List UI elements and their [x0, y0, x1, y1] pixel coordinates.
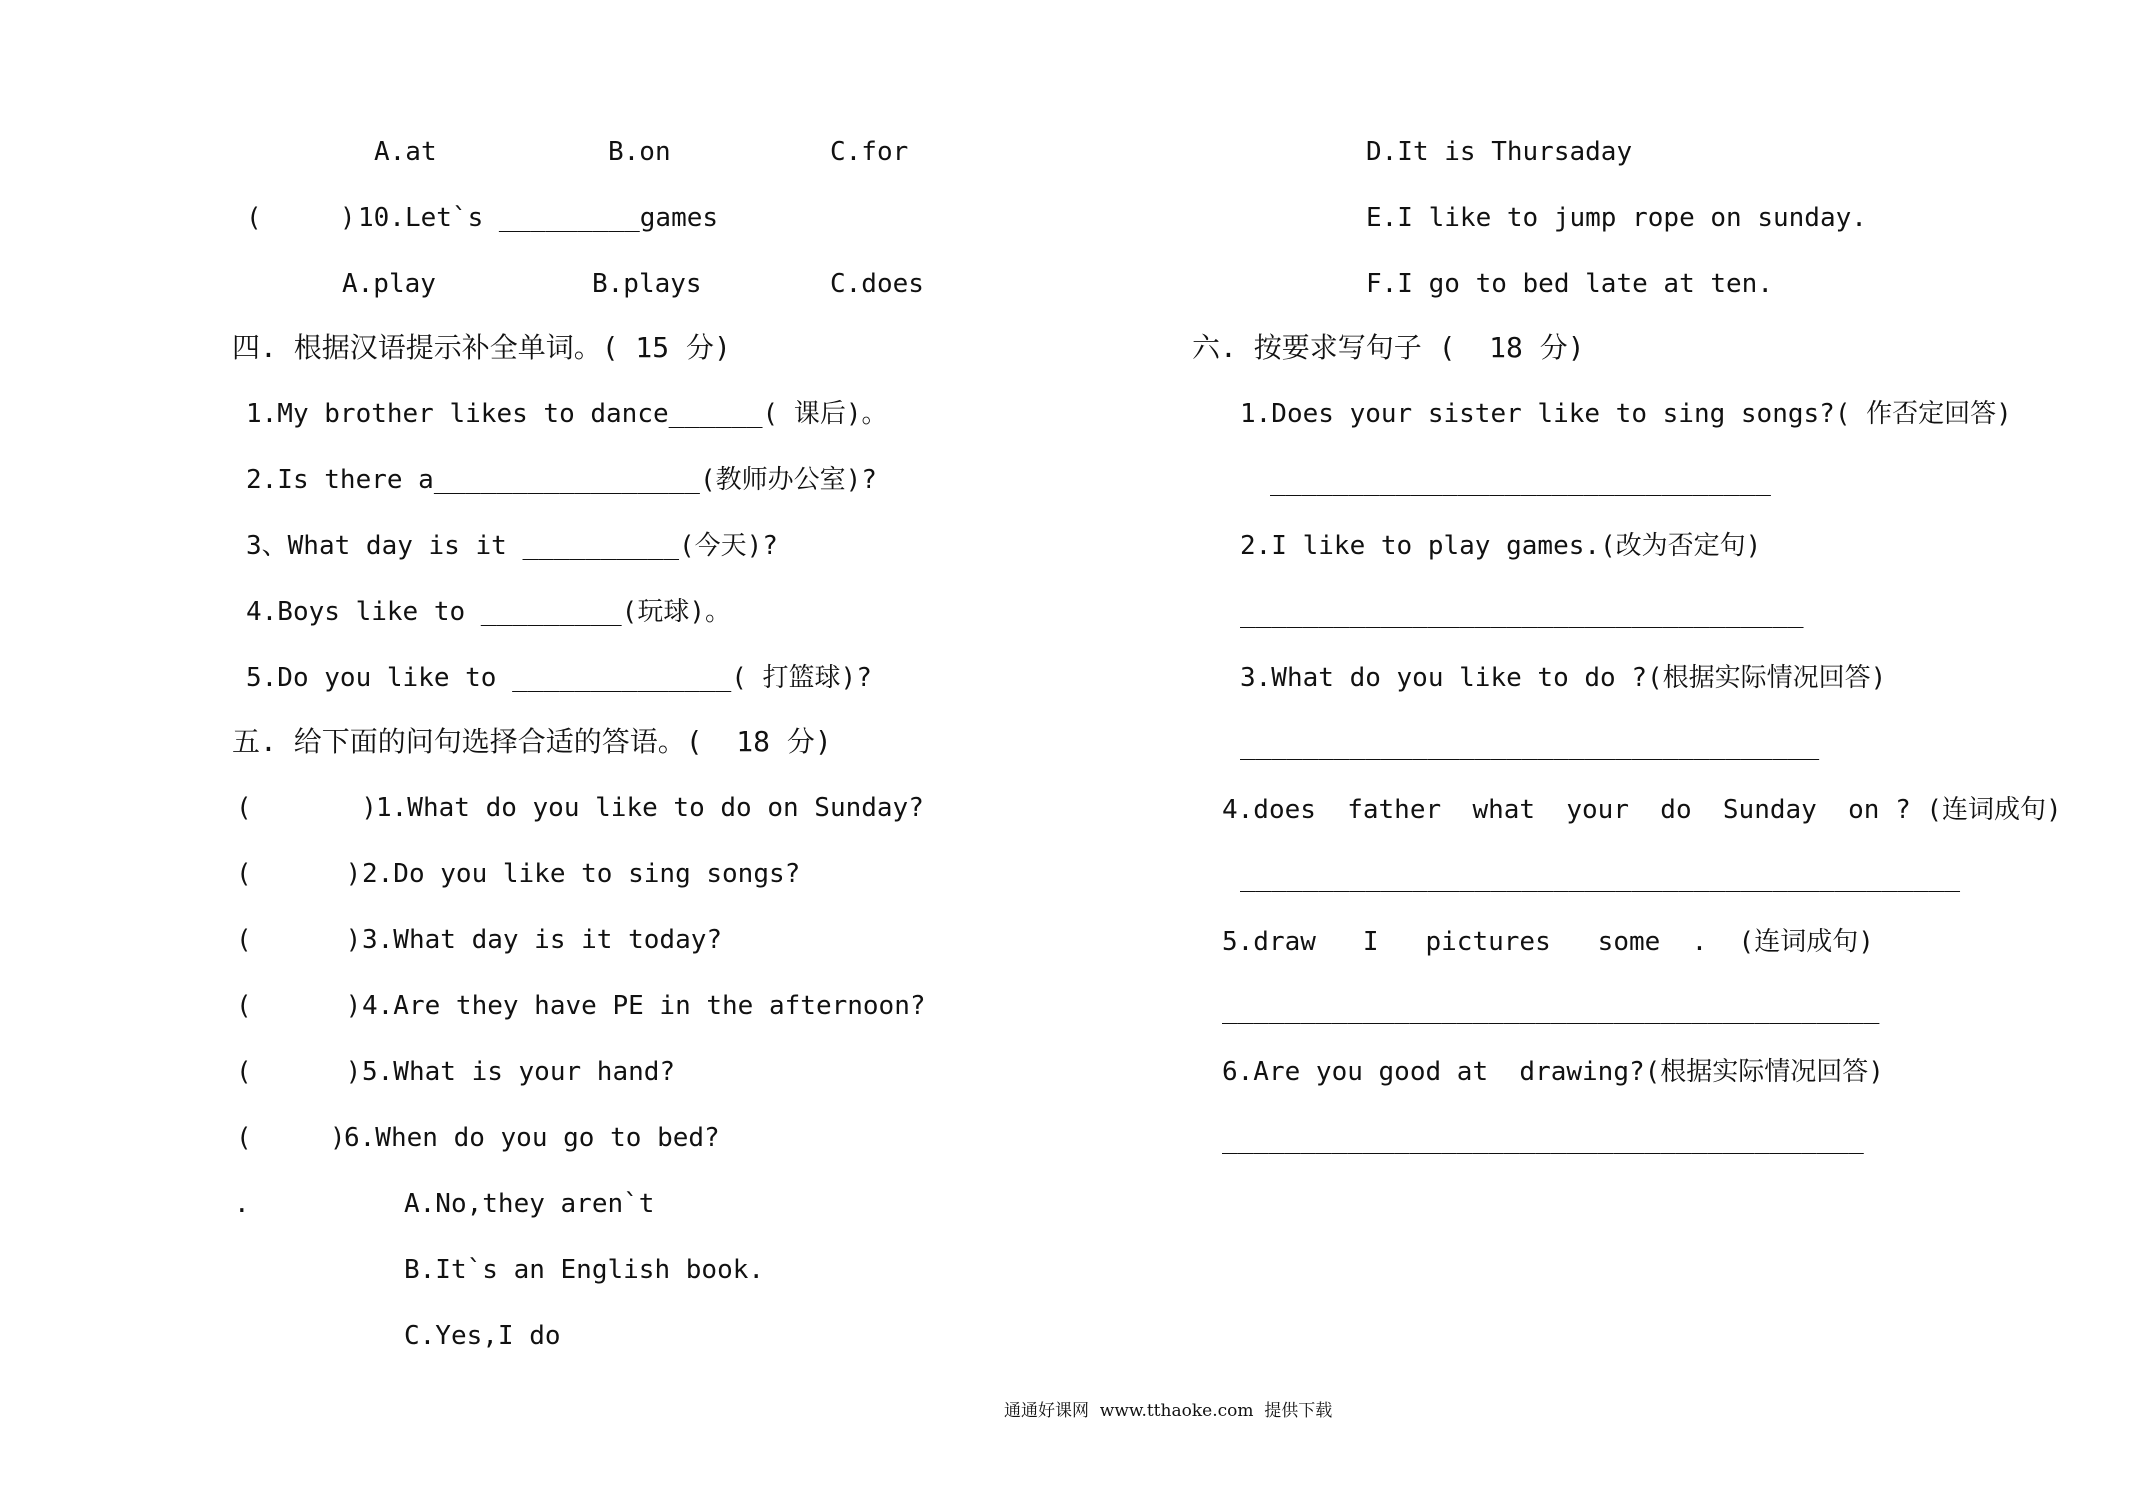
section4-item-1: 1.My brother likes to dance______( 课后)。: [246, 399, 888, 429]
section4-item-2: 2.Is there a_________________(教师办公室)?: [246, 465, 877, 495]
answer-e: E.I like to jump rope on sunday.: [1366, 203, 1867, 233]
section6-q3: 3.What do you like to do ?(根据实际情况回答): [1240, 663, 1887, 693]
section6-answer-line-4[interactable]: ______________________________________________: [1240, 863, 1961, 893]
section5-q3-paren[interactable]: ( ): [236, 925, 362, 955]
section6-answer-line-5[interactable]: __________________________________________: [1222, 995, 1880, 1025]
section6-answer-line-1[interactable]: ________________________________: [1270, 467, 1771, 497]
answer-f: F.I go to bed late at ten.: [1366, 269, 1773, 299]
q9-option-b: B.on: [608, 137, 671, 167]
section6-q2: 2.I like to play games.(改为否定句): [1240, 531, 1762, 561]
section5-title: 五. 给下面的问句选择合适的答语。( 18 分): [232, 725, 832, 758]
answer-d: D.It is Thursaday: [1366, 137, 1633, 167]
section4-title: 四. 根据汉语提示补全单词。( 15 分): [232, 331, 731, 364]
section6-q1: 1.Does your sister like to sing songs?( 作否定回答): [1240, 399, 2012, 429]
q10-option-a: A.play: [342, 269, 436, 299]
section4-item-5: 5.Do you like to ______________( 打篮球)?: [246, 663, 872, 693]
q10-option-b: B.plays: [592, 269, 702, 299]
q10-option-c: C.does: [830, 269, 924, 299]
section4-item-4: 4.Boys like to _________(玩球)。: [246, 597, 731, 627]
section6-title: 六. 按要求写句子 ( 18 分): [1192, 331, 1585, 364]
section6-answer-line-6[interactable]: _________________________________________: [1222, 1125, 1864, 1155]
answer-c: C.Yes,I do: [404, 1321, 561, 1351]
stray-dot: .: [234, 1189, 250, 1219]
section6-q5: 5.draw I pictures some . (连词成句): [1222, 927, 1874, 957]
answer-b: B.It`s an English book.: [404, 1255, 765, 1285]
section5-q5: 5.What is your hand?: [362, 1057, 676, 1087]
section5-q5-paren[interactable]: ( ): [236, 1057, 362, 1087]
section5-q1-paren[interactable]: ( ): [236, 793, 377, 823]
section5-q2-paren[interactable]: ( ): [236, 859, 362, 889]
q9-option-c: C.for: [830, 137, 909, 167]
q10-answer-paren[interactable]: ( ): [246, 203, 356, 233]
section6-q4: 4.does father what your do Sunday on ? (连词成句): [1222, 795, 2062, 825]
section5-q6-paren[interactable]: ( ): [236, 1123, 346, 1153]
section6-answer-line-3[interactable]: _____________________________________: [1240, 731, 1820, 761]
section5-q4: 4.Are they have PE in the afternoon?: [362, 991, 926, 1021]
section5-q1: 1.What do you like to do on Sunday?: [376, 793, 924, 823]
answer-a: A.No,they aren`t: [404, 1189, 655, 1219]
section5-q4-paren[interactable]: ( ): [236, 991, 362, 1021]
section6-answer-line-2[interactable]: ____________________________________: [1240, 599, 1804, 629]
page-footer: 通通好课网 www.tthaoke.com 提供下载: [1004, 1401, 1333, 1421]
q10-question: 10.Let`s _________games: [358, 203, 719, 233]
section5-q6: 6.When do you go to bed?: [344, 1123, 720, 1153]
section6-q6: 6.Are you good at drawing?(根据实际情况回答): [1222, 1057, 1884, 1087]
section5-q3: 3.What day is it today?: [362, 925, 723, 955]
section4-item-3: 3、What day is it __________(今天)?: [246, 531, 778, 561]
q9-option-a: A.at: [374, 137, 437, 167]
section5-q2: 2.Do you like to sing songs?: [362, 859, 801, 889]
